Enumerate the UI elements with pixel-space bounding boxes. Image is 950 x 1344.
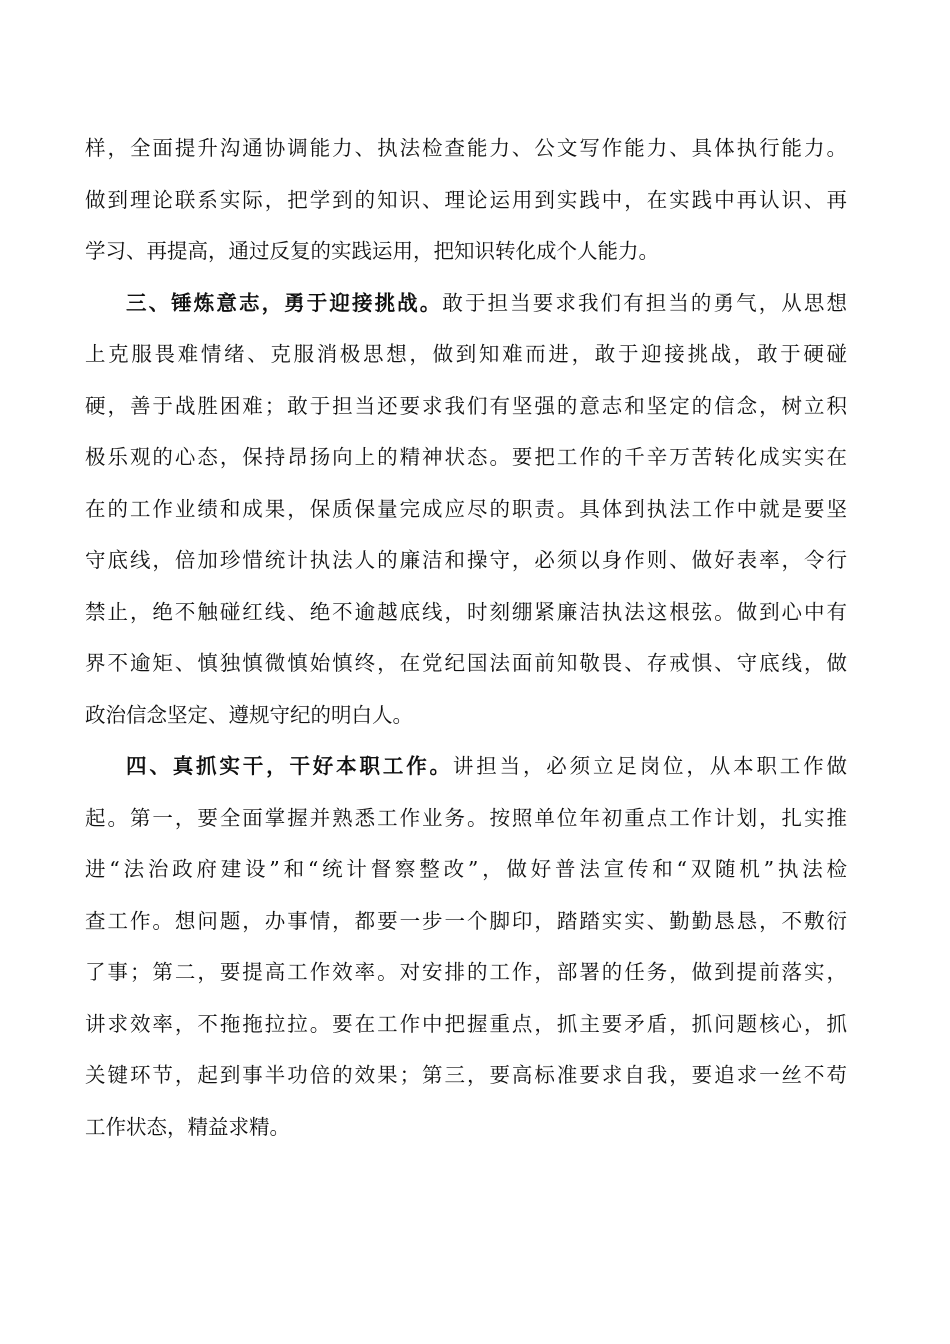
section-heading: 四、真抓实干，干好本职工作。	[126, 754, 453, 778]
text-line	[85, 283, 847, 335]
paragraph-2	[85, 283, 847, 747]
text-run: 讲担当，必须立足岗位，从本职工作做	[452, 754, 848, 778]
text-line: 禁止，绝不触碰红线、绝不逾越底线，时刻绷紧廉洁执法这根弦。做到心中有	[85, 599, 847, 624]
paragraph-3	[85, 746, 847, 1158]
text-line: 硬，善于战胜困难；敢于担当还要求我们有坚强的意志和坚定的信念，树立积	[85, 393, 847, 418]
text-line: 做到理论联系实际，把学到的知识、理论运用到实践中，在实践中再认识、再	[85, 187, 847, 212]
paragraph-1	[85, 128, 847, 283]
document-body	[85, 128, 847, 1158]
text-line: 在的工作业绩和成果，保质保量完成应尽的职责。具体到执法工作中就是要坚	[85, 496, 847, 521]
text-line: 极乐观的心态，保持昂扬向上的精神状态。要把工作的千辛万苦转化成实实在	[85, 445, 847, 469]
section-heading: 三、锤炼意志，勇于迎接挑战。	[126, 290, 443, 315]
text-line: 样，全面提升沟通协调能力、执法检查能力、公文写作能力、具体执行能力。	[85, 136, 847, 160]
text-line: 进“法治政府建设”和“统计督察整改”，做好普法宣传和“双随机”执法检	[85, 857, 847, 881]
text-run: 敢于担当要求我们有担当的勇气，从思想	[442, 290, 848, 315]
text-line: 了事；第二，要提高工作效率。对安排的工作，部署的任务，做到提前落实，	[85, 960, 847, 984]
text-line: 起。第一，要全面掌握并熟悉工作业务。按照单位年初重点工作计划，扎实推	[85, 805, 847, 830]
text-line: 界不逾矩、慎独慎微慎始慎终，在党纪国法面前知敬畏、存戒惧、守底线，做	[85, 651, 847, 675]
text-line: 查工作。想问题，办事情，都要一步一个脚印，踏踏实实、勤勤恳恳，不敷衍	[85, 908, 847, 933]
text-line: 讲求效率，不拖拖拉拉。要在工作中把握重点，抓主要矛盾，抓问题核心，抓	[85, 1011, 847, 1036]
text-line: 关键环节，起到事半功倍的效果；第三，要高标准要求自我，要追求一丝不苟	[85, 1063, 847, 1087]
text-line: 政治信念坚定、遵规守纪的明白人。	[85, 702, 413, 727]
text-line: 学习、再提高，通过反复的实践运用，把知识转化成个人能力。	[85, 239, 659, 263]
text-line	[85, 746, 847, 798]
text-line: 守底线，倍加珍惜统计执法人的廉洁和操守，必须以身作则、做好表率，令行	[85, 548, 847, 572]
text-line: 上克服畏难情绪、克服消极思想，做到知难而进，敢于迎接挑战，敢于硬碰	[85, 342, 847, 366]
text-line: 工作状态，精益求精。	[85, 1114, 290, 1139]
